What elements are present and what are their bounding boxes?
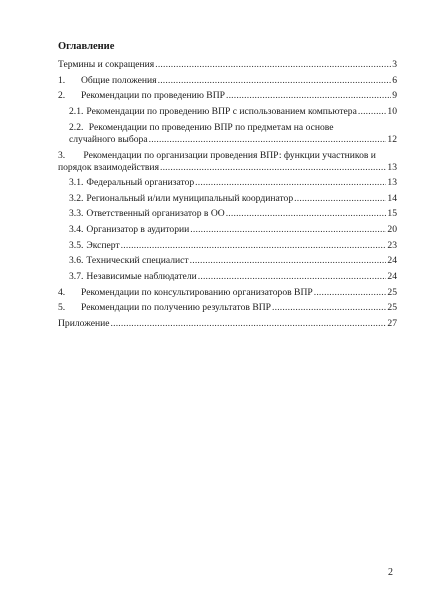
toc-entry-page: 10: [387, 106, 397, 117]
toc-entry-text: Рекомендации по получению результатов ВПР: [81, 302, 271, 313]
toc-entry-4[interactable]: [58, 287, 397, 299]
toc-leader-dots: [358, 106, 387, 118]
toc-entry-page: 25: [387, 302, 397, 313]
toc-entry-number: 4.: [58, 287, 66, 298]
toc-entry-terms[interactable]: [58, 59, 397, 71]
toc-leader-dots: [190, 224, 386, 236]
toc-entry-text: Независимые наблюдатели: [86, 271, 197, 282]
toc-entry-text: Термины и сокращения: [58, 59, 155, 70]
toc-leader-dots: [121, 240, 387, 252]
toc-leader-dots: [111, 318, 387, 330]
toc-entry-page: 20: [387, 224, 397, 235]
toc-entry-number: 3.2.: [69, 193, 84, 204]
toc-entry-number: 2.2.: [69, 122, 84, 133]
toc-entry-text-first-line: Рекомендации по проведению ВПР по предметам на основе: [88, 122, 334, 133]
toc-entry-number: 1.: [58, 75, 66, 86]
toc-entry-page: 27: [387, 318, 397, 329]
toc-entry-number: 2.1.: [69, 106, 84, 117]
toc-entry-page: 25: [387, 287, 397, 298]
toc-leader-dots: [195, 177, 386, 189]
toc-title: Оглавление: [58, 41, 115, 52]
toc-leader-dots: [190, 255, 387, 267]
toc-entry-page: 23: [387, 240, 397, 251]
toc-entry-page: 13: [387, 177, 397, 188]
toc-entry-3[interactable]: [58, 150, 397, 174]
toc-entry-text: Рекомендации по проведению ВПР с использованием компьютера: [86, 106, 357, 117]
toc-entry-text: случайного выбора: [69, 134, 148, 145]
toc-entry-number: 3.: [58, 150, 66, 161]
toc-entry-number: 3.1.: [69, 177, 84, 188]
toc-entry-2-2[interactable]: [69, 122, 397, 146]
toc-entry-text: Эксперт: [86, 240, 120, 251]
toc-entry-text: Приложение: [58, 318, 110, 329]
toc-entry-page: 3: [392, 59, 397, 70]
toc-entry-text-first-line: Рекомендации по организации проведения ВПР: функции участников и: [83, 150, 376, 161]
toc-entry-3-7[interactable]: [69, 271, 397, 283]
toc-leader-dots: [149, 134, 387, 146]
toc-entry-3-1[interactable]: [69, 177, 397, 189]
toc-entry-text: Организатор в аудитории: [86, 224, 190, 235]
toc-leader-dots: [158, 75, 392, 87]
toc-entry-text: Рекомендации по консультированию организаторов ВПР: [81, 287, 313, 298]
toc-entry-page: 24: [387, 255, 397, 266]
toc-entry-number: 3.7.: [69, 271, 84, 282]
toc-leader-dots: [155, 59, 391, 71]
toc-entry-page: 6: [392, 75, 397, 86]
toc-entry-number: 3.5.: [69, 240, 84, 251]
toc-entry-number: 5.: [58, 302, 66, 313]
toc-entry-number: 3.4.: [69, 224, 84, 235]
toc-entry-3-6[interactable]: [69, 255, 397, 267]
toc-entry-number: 3.6.: [69, 255, 84, 266]
toc-entry-number: 2.: [58, 90, 66, 101]
toc-entry-3-5[interactable]: [69, 240, 397, 252]
toc-entry-text: Региональный и/или муниципальный координатор: [86, 193, 294, 204]
toc-entry-page: 24: [387, 271, 397, 282]
toc-leader-dots: [198, 271, 387, 283]
toc-entry-page: 9: [392, 90, 397, 101]
toc-entry-page: 15: [387, 208, 397, 219]
toc-entry-appendix[interactable]: [58, 318, 397, 330]
toc-leader-dots: [314, 287, 387, 299]
toc-entry-text: Ответственный организатор в ОО: [86, 208, 225, 219]
toc-entry-number: 3.3.: [69, 208, 84, 219]
toc-leader-dots: [226, 208, 387, 220]
toc-entry-page: 13: [387, 162, 397, 173]
toc-leader-dots: [294, 193, 386, 205]
toc-entry-1[interactable]: [58, 75, 397, 87]
toc-entry-text: Федеральный организатор: [86, 177, 195, 188]
toc-entry-text: порядок взаимодействия: [58, 162, 159, 173]
toc-entry-3-3[interactable]: [69, 208, 397, 220]
toc-entry-2-1[interactable]: [69, 106, 397, 118]
toc-leader-dots: [272, 302, 386, 314]
toc-entry-text: Технический специалист: [86, 255, 189, 266]
toc-leader-dots: [226, 90, 391, 102]
toc-entry-5[interactable]: [58, 302, 397, 314]
toc-entry-3-4[interactable]: [69, 224, 397, 236]
toc-entry-text: Рекомендации по проведению ВПР: [81, 90, 225, 101]
toc-entry-page: 14: [387, 193, 397, 204]
page-number: 2: [388, 567, 393, 578]
toc-entry-page: 12: [387, 134, 397, 145]
toc-entry-2[interactable]: [58, 90, 397, 102]
toc-leader-dots: [160, 162, 386, 174]
toc-entry-3-2[interactable]: [69, 193, 397, 205]
toc-entry-text: Общие положения: [81, 75, 157, 86]
